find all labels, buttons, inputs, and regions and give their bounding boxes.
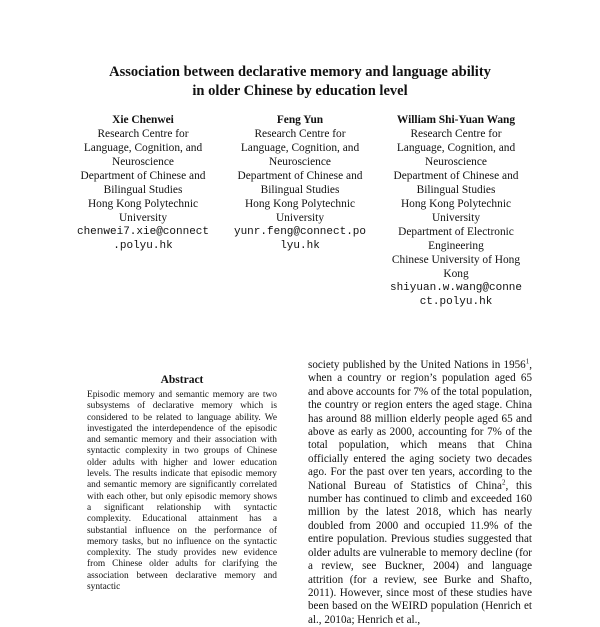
author-affiliation-line: Research Centre for: [97, 128, 189, 140]
author-affiliation-line: Language, Cognition, and: [396, 142, 516, 154]
author-affiliation-line: University: [431, 212, 481, 224]
paper-title: [60, 63, 540, 101]
author-email-line: chenwei7.xie@connect: [76, 226, 210, 238]
author-affiliation-line: Bilingual Studies: [260, 184, 340, 196]
body-segment-3: , this number has continued to climb and exceeded 160 million by the latest 2018, which has nearly doubled from 2000 and occupied 11.9% of the entire population. Previous studies suggested that older adults are vulnerable to memory decline (for a review, see Buckner, 2004) and language attrition (for a review, see Burke and Shafto, 2011). However, since most of these studies have been based on the WEIRD population (Henrich et al., 2010a; Henrich et al.,: [308, 479, 532, 626]
body-segment-1: society published by the United Nations in 1956: [308, 359, 526, 371]
author-block-3: [372, 113, 540, 309]
author-affiliation-line: Hong Kong Polytechnic: [87, 198, 199, 210]
author-affiliation-line: Bilingual Studies: [416, 184, 496, 196]
footnote-ref-2: 2: [501, 477, 506, 486]
author-affiliation-line: Research Centre for: [254, 128, 346, 140]
author-email-line: ct.polyu.hk: [419, 296, 493, 308]
author-email-line: lyu.hk: [280, 240, 320, 252]
author-affiliation-line: Department of Chinese and: [393, 170, 519, 182]
author-affiliation-line: Research Centre for: [410, 128, 502, 140]
author-affiliation-line: Department of Electronic: [398, 226, 514, 238]
author-affiliation-line: Neuroscience: [269, 156, 331, 168]
author-block-2: [216, 113, 384, 253]
author-affiliation-line: Neuroscience: [112, 156, 174, 168]
author-name: Xie Chenwei: [112, 114, 174, 126]
title-line-1: Association between declarative memory and language ability: [109, 64, 491, 80]
author-affiliation-line: Kong: [443, 268, 469, 280]
footnote-ref-1: 1: [525, 357, 530, 366]
author-email-line: shiyuan.w.wang@conne: [389, 282, 523, 294]
author-affiliation-line: Hong Kong Polytechnic: [244, 198, 356, 210]
body-column: [308, 359, 532, 627]
author-affiliation-line: Engineering: [428, 240, 484, 252]
abstract-text: [87, 390, 277, 593]
author-block-1: [59, 113, 227, 253]
body-paragraph: [308, 359, 532, 627]
author-affiliation-line: Chinese University of Hong: [391, 254, 521, 266]
author-name: William Shi-Yuan Wang: [396, 114, 516, 126]
author-affiliation-line: University: [275, 212, 325, 224]
author-name: Feng Yun: [276, 114, 324, 126]
author-affiliation-line: Language, Cognition, and: [83, 142, 203, 154]
author-affiliation-line: Language, Cognition, and: [240, 142, 360, 154]
body-segment-2: , when a country or region’s population aged 65 and above accounts for 7% of the total population, the country or region enters the aged stage. China has around 88 million elderly people aged 65 and above as early as 2000, accounting for 7% of the total population, which means that China officially entered the aging society two decades ago. For the past over ten years, according to the National Bureau of Statistics of China: [308, 359, 532, 492]
author-email-line: .polyu.hk: [113, 240, 173, 252]
author-email-line: yunr.feng@connect.po: [233, 226, 367, 238]
author-affiliation-line: Department of Chinese and: [237, 170, 363, 182]
abstract-paragraph: Episodic memory and semantic memory are two subsystems of declarative memory which is considered to be related to language ability. We investigated the interdependence of the episodic and semantic memory and their association with syntactic complexity in two groups of Chinese older adults with higher and lower education levels. The results indicate that episodic memory and semantic memory are significantly correlated with each other, but only episodic memory shows a significant relationship with syntactic complexity. Educational attainment has a substantial influence on the performance of memory tasks, but no influence on the syntactic complexity. The study provides new evidence from Chinese older adults for clarifying the association between declarative memory and syntactic: [87, 390, 277, 593]
author-affiliation-line: Neuroscience: [425, 156, 487, 168]
abstract-heading: Abstract: [160, 374, 204, 386]
author-affiliation-line: Bilingual Studies: [103, 184, 183, 196]
title-line-2: in older Chinese by education level: [192, 83, 408, 99]
author-affiliation-line: University: [118, 212, 168, 224]
author-affiliation-line: Department of Chinese and: [80, 170, 206, 182]
author-affiliation-line: Hong Kong Polytechnic: [400, 198, 512, 210]
